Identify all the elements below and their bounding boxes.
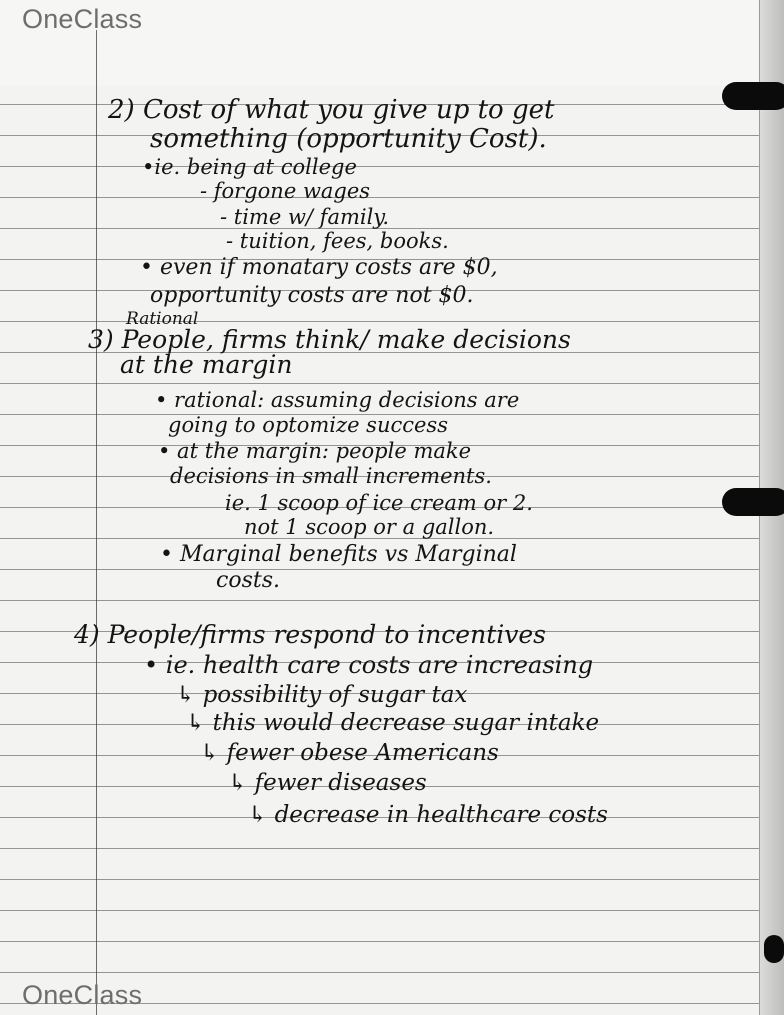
note-line: something (opportunity Cost). (150, 124, 547, 154)
note-line: decisions in small increments. (170, 464, 492, 488)
note-line: - tuition, fees, books. (226, 229, 449, 253)
watermark-text: OneClass (22, 980, 143, 1010)
note-line: ↳ this would decrease sugar intake (186, 710, 600, 736)
note-line: ↳ fewer diseases (228, 770, 427, 796)
note-line: at the margin (120, 350, 293, 379)
note-line: - forgone wages (200, 179, 371, 203)
note-line: •ie. being at college (142, 155, 357, 179)
note-line: • even if monatary costs are $0, (140, 255, 498, 280)
note-line: • at the margin: people make (158, 439, 472, 463)
note-line: Rational (126, 309, 199, 329)
note-line: 4) People/firms respond to incentives (74, 620, 546, 649)
note-line: • ie. health care costs are increasing (144, 651, 594, 679)
note-line: 2) Cost of what you give up to get (108, 95, 555, 125)
note-line: 3) People, firms think/ make decisions (88, 325, 571, 354)
note-line: ↳ decrease in healthcare costs (248, 802, 608, 828)
margin-line (96, 30, 97, 1015)
note-line: ↳ fewer obese Americans (200, 740, 499, 766)
note-line: - time w/ family. (220, 205, 390, 229)
note-line: • rational: assuming decisions are (155, 388, 520, 412)
oneclass-watermark-bottom (22, 980, 142, 1011)
note-line: ↳ possibility of sugar tax (176, 682, 468, 708)
note-line: • Marginal benefits vs Marginal (160, 542, 517, 567)
note-line: ie. 1 scoop of ice cream or 2. (225, 491, 533, 515)
binder-ring-top (722, 82, 784, 110)
note-line: not 1 scoop or a gallon. (244, 515, 495, 539)
oneclass-watermark-top (22, 4, 142, 35)
note-line: opportunity costs are not $0. (150, 283, 474, 308)
binder-ring-bottom (764, 935, 784, 963)
watermark-text: OneClass (22, 4, 143, 34)
note-line: going to optomize success (168, 413, 448, 437)
note-line: costs. (216, 568, 280, 593)
binder-ring-middle (722, 488, 784, 516)
